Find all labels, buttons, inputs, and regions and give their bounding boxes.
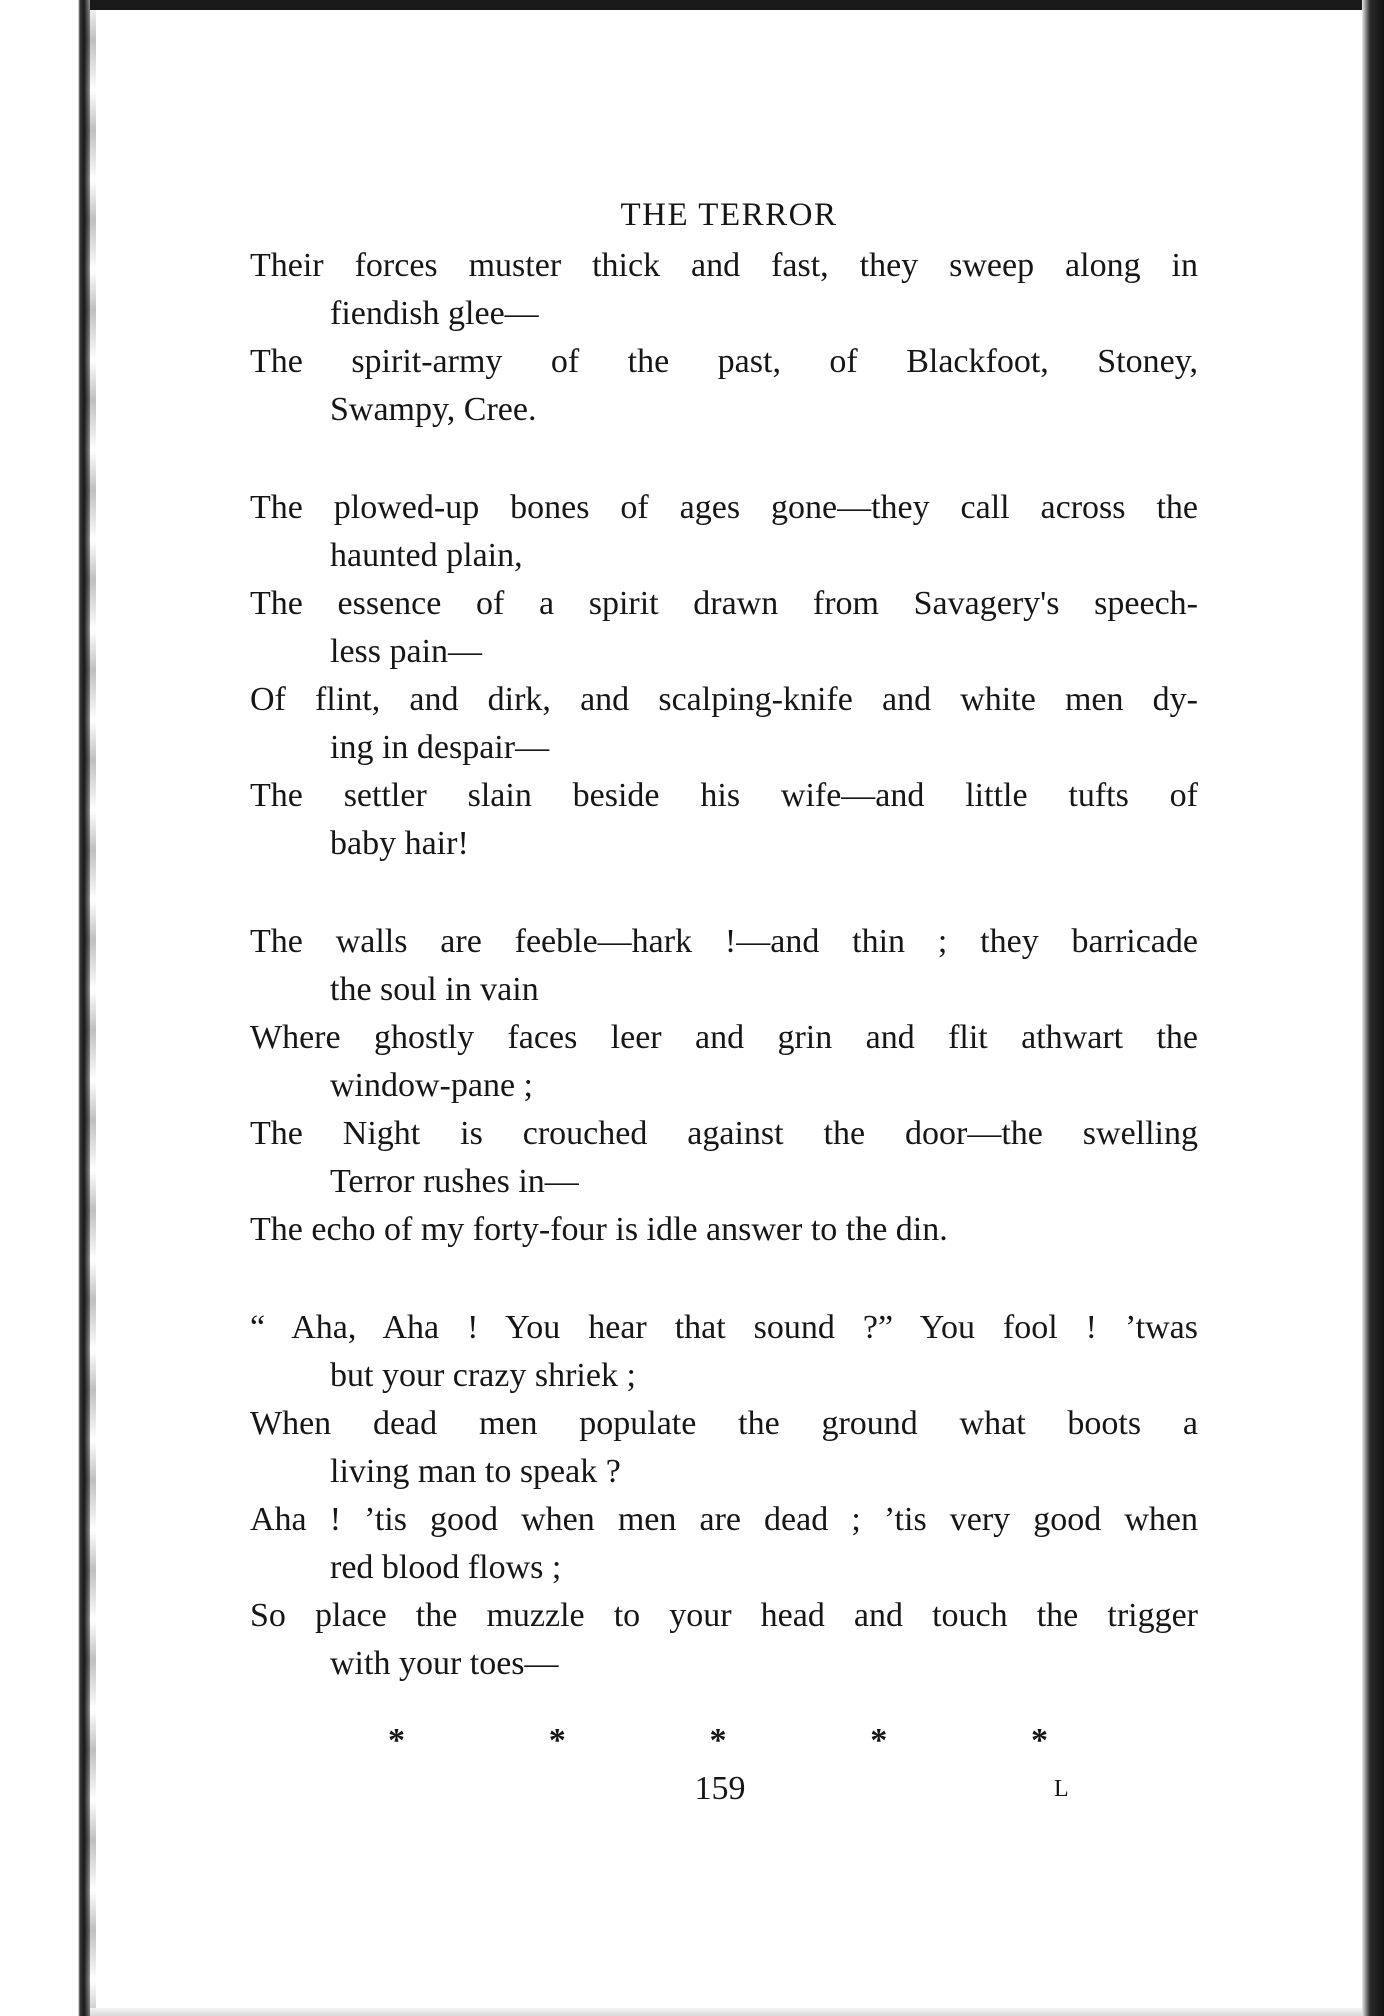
stanza-1 (250, 242, 1198, 434)
asterisk: * (388, 1722, 405, 1759)
verse-line-continuation: Terror rushes in— (330, 1163, 579, 1200)
verse-line-continuation: living man to speak ? (330, 1453, 621, 1490)
scan-top-border (0, 0, 1384, 10)
verse-line: “ Aha, Aha ! You hear that sound ?” You fool ! ’twas (250, 1309, 1198, 1346)
verse-line: The spirit-army of the past, of Blackfoot, Stoney, (250, 343, 1198, 380)
verse-line: Where ghostly faces leer and grin and flit athwart the (250, 1019, 1198, 1056)
verse-line: When dead men populate the ground what boots a (250, 1405, 1198, 1442)
verse-line: The walls are feeble—hark !—and thin ; they barricade (250, 923, 1198, 960)
verse-line-continuation: the soul in vain (330, 971, 539, 1008)
verse-line-continuation: less pain— (330, 633, 483, 670)
scan-bottom-shade (90, 2008, 1362, 2016)
asterisk: * (1031, 1722, 1048, 1759)
verse-line-continuation: window-pane ; (330, 1067, 534, 1104)
verse-line-continuation: haunted plain, (330, 537, 523, 574)
verse-line: The Night is crouched against the door—the swelling (250, 1115, 1198, 1152)
verse-line: So place the muzzle to your head and touch the trigger (250, 1597, 1198, 1634)
verse-line: Their forces muster thick and fast, they sweep along in (250, 247, 1198, 284)
scan-right-border (1362, 0, 1384, 2016)
verse-line-continuation: red blood flows ; (330, 1549, 562, 1586)
asterisk: * (548, 1722, 566, 1759)
verse-line-continuation: ing in despair— (330, 729, 550, 766)
asterisk: * (709, 1722, 727, 1759)
signature-mark: L (1054, 1776, 1069, 1802)
section-break-asterisks (388, 1722, 1048, 1772)
stanza-3 (250, 918, 1198, 1254)
book-binding-edge (0, 0, 90, 2016)
verse-line-continuation: but your crazy shriek ; (330, 1357, 636, 1394)
verse-line: The settler slain beside his wife—and little tufts of (250, 777, 1198, 814)
page-number: 159 (694, 1770, 746, 1807)
verse-line: Aha ! ’tis good when men are dead ; ’tis very good when (250, 1501, 1198, 1538)
stanza-2 (250, 484, 1198, 868)
asterisk: * (870, 1722, 888, 1759)
verse-line: The echo of my forty-four is idle answer to the din. (250, 1211, 948, 1248)
verse-line-continuation: fiendish glee— (330, 295, 539, 332)
page-text-block (250, 190, 1198, 1738)
verse-line-continuation: baby hair! (330, 825, 469, 862)
verse-line: Of flint, and dirk, and scalping-knife and white men dy- (250, 681, 1198, 718)
verse-line-continuation: with your toes— (330, 1645, 559, 1682)
verse-line: The plowed-up bones of ages gone—they call across the (250, 489, 1198, 526)
running-head: THE TERROR (620, 197, 838, 233)
verse-line: The essence of a spirit drawn from Savagery's speech- (250, 585, 1198, 622)
stanza-4 (250, 1304, 1198, 1688)
verse-line-continuation: Swampy, Cree. (330, 391, 537, 428)
